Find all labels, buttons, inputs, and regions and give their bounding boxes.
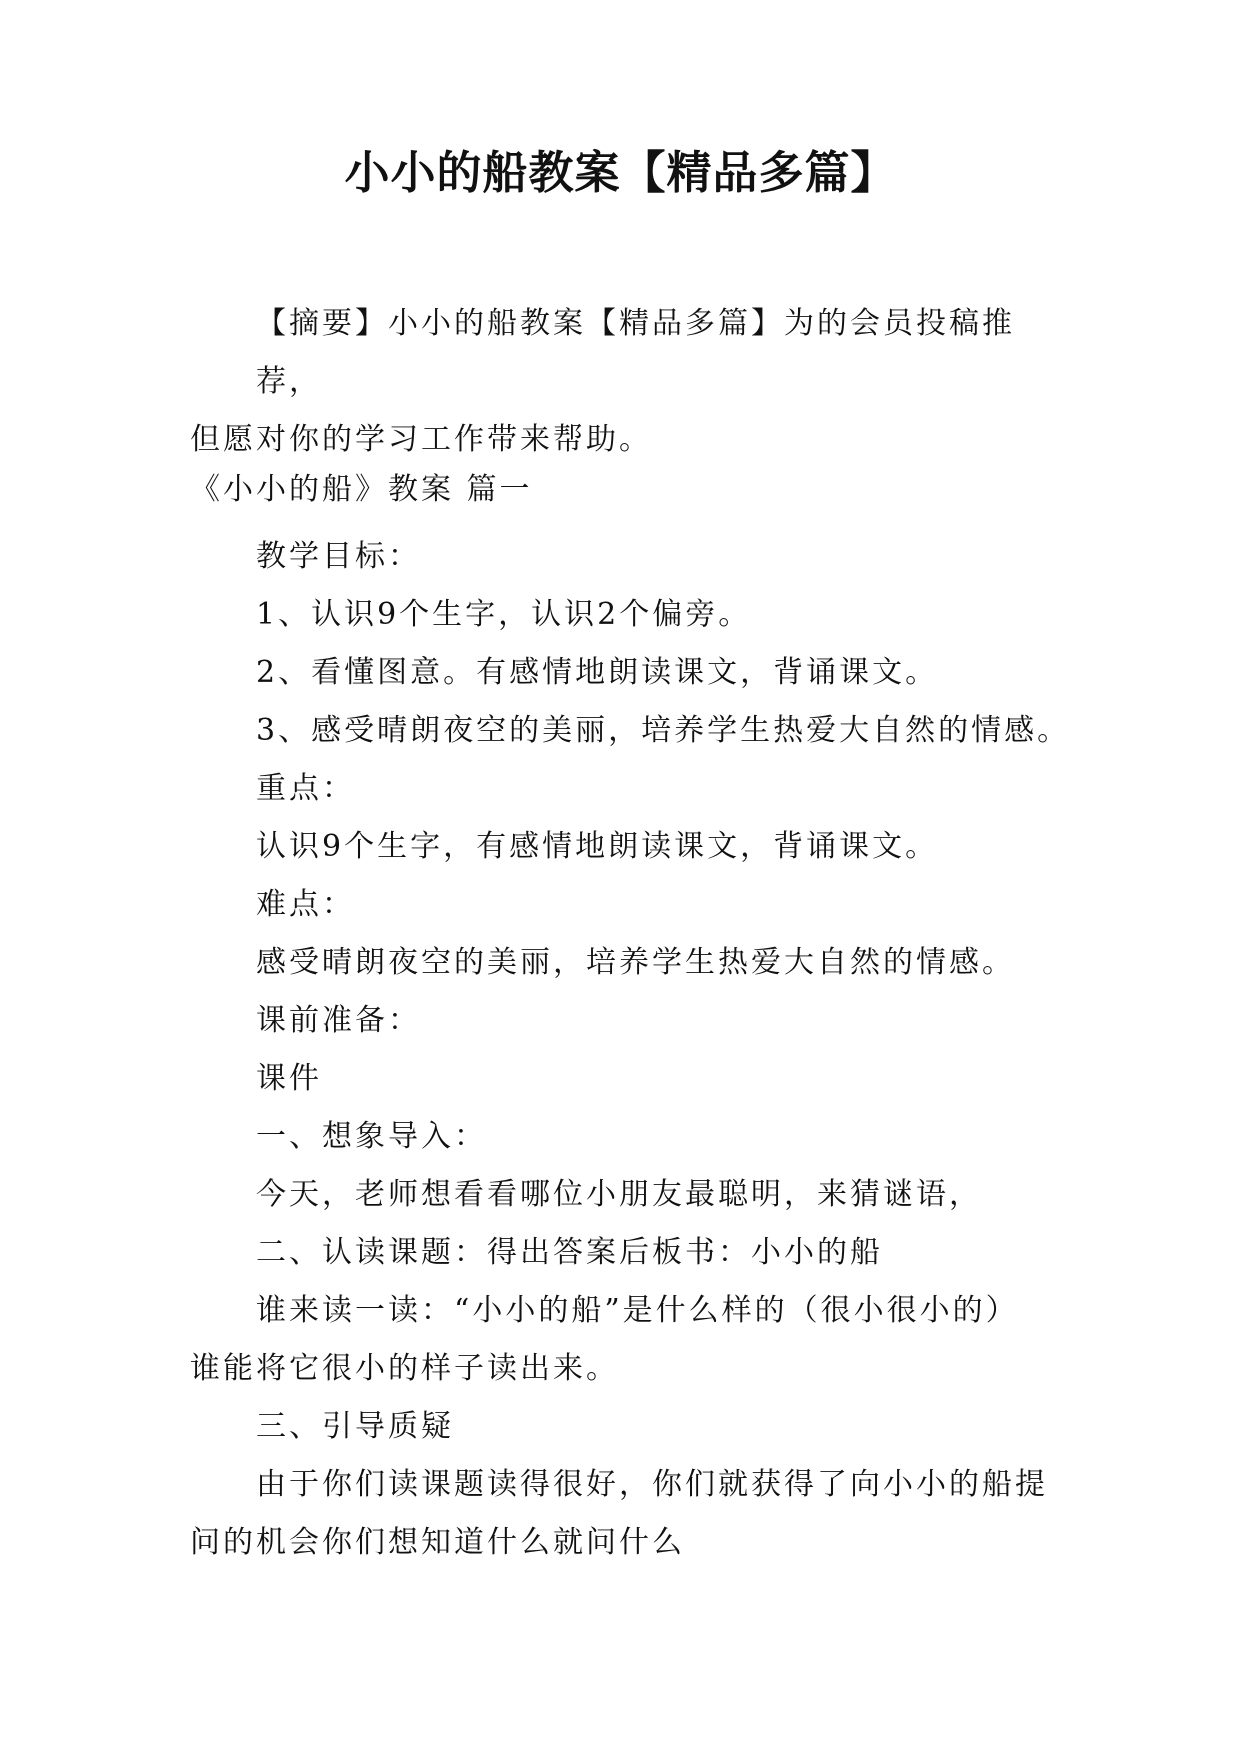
abstract-line-1: 【摘要】小小的船教案【精品多篇】为的会员投稿推荐， (256, 306, 1015, 399)
body-line-step-2-text-b: 谁能将它很小的样子读出来。 (190, 1351, 619, 1386)
body-line-step-3-text-b: 问的机会你们想知道什么就问什么 (190, 1525, 685, 1560)
body-line-difficulty-label: 难点： (256, 887, 355, 922)
body-line-preparation-label: 课前准备： (256, 1003, 421, 1038)
body-line-step-1: 一、想象导入： (256, 1119, 487, 1154)
body-line-goal-2: 2、看懂图意。有感情地朗读课文，背诵课文。 (256, 655, 939, 690)
body-line-goal-3: 3、感受晴朗夜空的美丽，培养学生热爱大自然的情感。 (256, 713, 1071, 748)
lesson-body (190, 528, 1090, 1572)
body-line-teaching-goals: 教学目标： (256, 539, 421, 574)
body-line-step-3-text-a: 由于你们读课题读得很好，你们就获得了向小小的船提 (256, 1467, 1048, 1502)
body-line-step-2: 二、认读课题：得出答案后板书：小小的船 (256, 1235, 883, 1270)
body-line-preparation: 课件 (256, 1061, 322, 1096)
body-line-key-points: 认识9个生字，有感情地朗读课文，背诵课文。 (256, 829, 939, 864)
body-line-step-2-text-a: 谁来读一读：“小小的船”是什么样的（很小很小的） (256, 1293, 1019, 1328)
section-heading: 《小小的船》教案 篇一 (190, 472, 533, 507)
body-line-step-3: 三、引导质疑 (256, 1409, 454, 1444)
body-line-difficulty: 感受晴朗夜空的美丽，培养学生热爱大自然的情感。 (256, 945, 1015, 980)
body-line-goal-1: 1、认识9个生字，认识2个偏旁。 (256, 597, 752, 632)
abstract-line-2: 但愿对你的学习工作带来帮助。 (190, 422, 652, 457)
body-line-key-points-label: 重点： (256, 771, 355, 806)
body-line-step-1-text: 今天，老师想看看哪位小朋友最聪明，来猜谜语， (256, 1177, 982, 1212)
document-title: 小小的船教案【精品多篇】 (344, 146, 897, 199)
abstract-paragraph (190, 295, 1070, 469)
